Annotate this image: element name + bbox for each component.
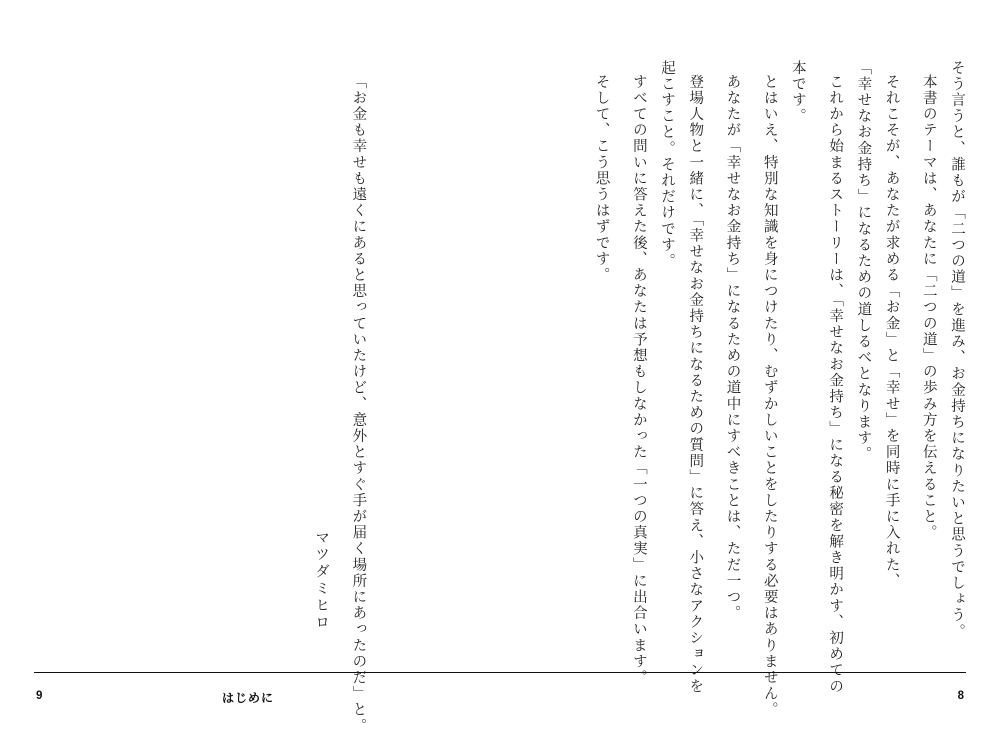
text-column: あなたが「幸せなお金持ち」になるための道中にすべきことは、ただ一つ。 — [724, 74, 741, 622]
text-column: とはいえ、特別な知識を身につけたり、むずかしいことをしたりする必要はありません。 — [761, 74, 778, 718]
text-column: 「お金も幸せも遠くにあると思っていたけど、意外とすぐ手が届く場所にあったのだ」と。 — [350, 74, 367, 734]
folio-left-page: 9 — [36, 690, 43, 702]
text-column: 本です。 — [789, 60, 806, 125]
running-head: はじめに — [222, 691, 275, 705]
text-column: 「幸せなお金持ち」になるための道しるべとなります。 — [855, 60, 872, 463]
text-column: そう言うと、誰もが「二つの道」を進み、お金持ちになりたいと思うでしょう。 — [949, 60, 965, 640]
text-column: そして、こう思うはずです。 — [593, 74, 610, 284]
folio-right-page: 8 — [957, 690, 964, 702]
footer-divider — [34, 672, 966, 673]
text-column: すべての問いに答えた後、あなたは予想もしなかった「一つの真実」に出合います。 — [630, 74, 647, 686]
text-column: これから始まるストーリーは、「幸せなお金持ち」になる秘密を解き明かす、初めての — [827, 74, 844, 695]
text-column: 本書のテーマは、あなたに「二つの道」の歩み方を伝えること。 — [920, 74, 937, 541]
text-column: 起こすこと。それだけです。 — [659, 60, 676, 270]
page-footer — [0, 672, 1000, 734]
text-column: それこそが、あなたが求める「お金」と「幸せ」を同時に手に入れた、 — [883, 74, 900, 590]
author-signature: マツダミヒロ — [313, 530, 330, 632]
text-column: 登場人物と一緒に、「幸せなお金持ちになるための質問」に答え、小さなアクションを — [687, 74, 704, 695]
